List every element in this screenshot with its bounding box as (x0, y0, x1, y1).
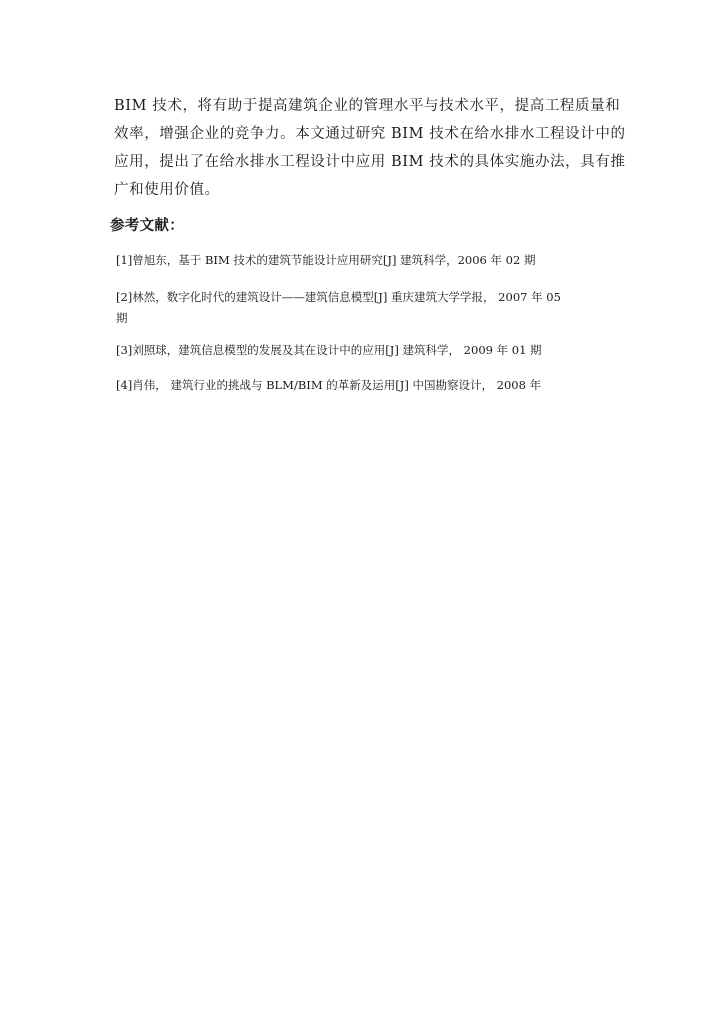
body-line: 效率，增强企业的竞争力。本文通过研究 BIM 技术在给水排水工程设计中的 (114, 126, 626, 142)
reference-text: [1]曾旭东，基于 BIM 技术的建筑节能设计应用研究[J] 建筑科学，2006 年 02 期 (116, 253, 536, 267)
reference-item (116, 287, 616, 340)
reference-text: [4]肖伟， 建筑行业的挑战与 BLM/BIM 的革新及运用[J] 中国勘察设计， 2008 年 (116, 378, 542, 392)
references-list (116, 250, 616, 399)
reference-text: [2]林然，数字化时代的建筑设计——建筑信息模型[J] 重庆建筑大学学报， 2007 年 05 (116, 290, 561, 304)
reference-item (116, 250, 616, 287)
reference-item (116, 375, 616, 399)
body-line: BIM 技术，将有助于提高建筑企业的管理水平与技术水平，提高工程质量和 (114, 98, 621, 114)
body-line: 应用，提出了在给水排水工程设计中应用 BIM 技术的具体实施办法，具有推 (114, 154, 626, 170)
body-paragraph (114, 92, 626, 204)
references-heading: 参考文献： (110, 217, 184, 234)
reference-item (116, 340, 616, 375)
reference-text: 期 (116, 311, 128, 325)
body-line: 广和使用价值。 (114, 182, 220, 198)
reference-text: [3]刘照球，建筑信息模型的发展及其在设计中的应用[J] 建筑科学， 2009 年 01 期 (116, 343, 542, 357)
